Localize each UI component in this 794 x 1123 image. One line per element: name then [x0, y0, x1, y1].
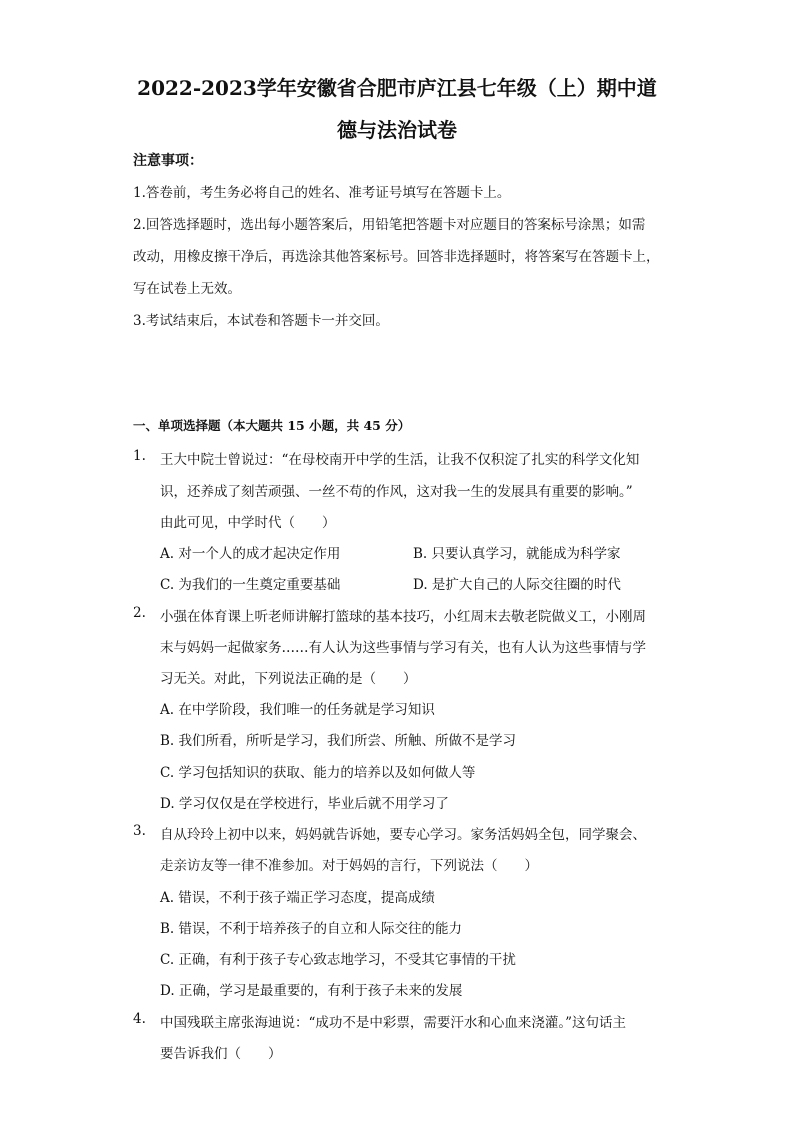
notice-line-3: 改动，用橡皮擦干净后，再选涂其他答案标号。回答非选择题时，将答案写在答题卡上， — [133, 249, 660, 265]
exam-title-line-2: 德与法治试卷 — [337, 118, 457, 142]
question-3-option-b: B. 错误，不利于培养孩子的自立和人际交往的能力 — [160, 921, 463, 937]
notice-line-1: 1.答卷前，考生务必将自己的姓名、准考证号填写在答题卡上。 — [133, 185, 511, 201]
question-2-option-a: A. 在中学阶段，我们唯一的任务就是学习知识 — [160, 702, 435, 718]
question-2-option-c: C. 学习包括知识的获取、能力的培养以及如何做人等 — [160, 765, 476, 781]
question-4-number: 4. — [133, 1011, 146, 1027]
question-1-option-b: B. 只要认真学习，就能成为科学家 — [413, 546, 621, 562]
exam-title-line-1: 2022-2023学年安徽省合肥市庐江县七年级（上）期中道 — [137, 76, 657, 100]
question-1-line-3: 由此可见，中学时代（ ） — [160, 515, 336, 531]
question-2-number: 2. — [133, 605, 146, 621]
question-3-option-d: D. 正确，学习是最重要的，有利于孩子未来的发展 — [160, 983, 463, 999]
notice-line-2: 2.回答选择题时，选出每小题答案后，用铅笔把答题卡对应题目的答案标号涂黑；如需 — [133, 217, 646, 233]
question-3-option-c: C. 正确，有利于孩子专心致志地学习，不受其它事情的干扰 — [160, 952, 516, 968]
notice-line-5: 3.考试结束后，本试卷和答题卡一并交回。 — [133, 313, 389, 329]
question-1-number: 1. — [133, 448, 146, 464]
question-4-line-2: 要告诉我们（ ） — [160, 1046, 282, 1062]
question-3-line-1: 自从玲玲上初中以来，妈妈就告诉她，要专心学习。家务活妈妈全包，同学聚会、 — [160, 827, 646, 843]
question-1-option-a: A. 对一个人的成才起决定作用 — [160, 546, 341, 562]
notice-heading: 注意事项： — [133, 153, 203, 169]
question-4-line-1: 中国残联主席张海迪说：“成功不是中彩票，需要汗水和心血来浇灌。”这句话主 — [160, 1015, 627, 1031]
question-2-option-b: B. 我们所看，所听是学习，我们所尝、所触、所做不是学习 — [160, 733, 517, 749]
question-3-line-2: 走亲访友等一律不准参加。对于妈妈的言行，下列说法（ ） — [160, 858, 538, 874]
question-3-number: 3. — [133, 823, 146, 839]
question-1-line-1: 王大中院士曾说过：“在母校南开中学的生活，让我不仅积淀了扎实的科学文化知 — [160, 452, 640, 468]
question-1-line-2: 识，还养成了刻苦顽强、一丝不苟的作风，这对我一生的发展具有重要的影响。” — [160, 484, 633, 500]
section-heading-single-choice: 一、单项选择题（本大题共 15 小题，共 45 分） — [133, 418, 411, 433]
question-1-option-d: D. 是扩大自己的人际交往圈的时代 — [413, 577, 621, 593]
notice-line-4: 写在试卷上无效。 — [133, 281, 241, 297]
question-2-option-d: D. 学习仅仅是在学校进行，毕业后就不用学习了 — [160, 796, 449, 812]
question-2-line-1: 小强在体育课上听老师讲解打篮球的基本技巧，小红周末去敬老院做义工，小刚周 — [160, 609, 646, 625]
question-3-option-a: A. 错误，不利于孩子端正学习态度，提高成绩 — [160, 890, 435, 906]
question-2-line-2: 末与妈妈一起做家务……有人认为这些事情与学习有关，也有人认为这些事情与学 — [160, 640, 646, 656]
question-1-option-c: C. 为我们的一生奠定重要基础 — [160, 577, 341, 593]
question-2-line-3: 习无关。对此，下列说法正确的是（ ） — [160, 671, 417, 687]
